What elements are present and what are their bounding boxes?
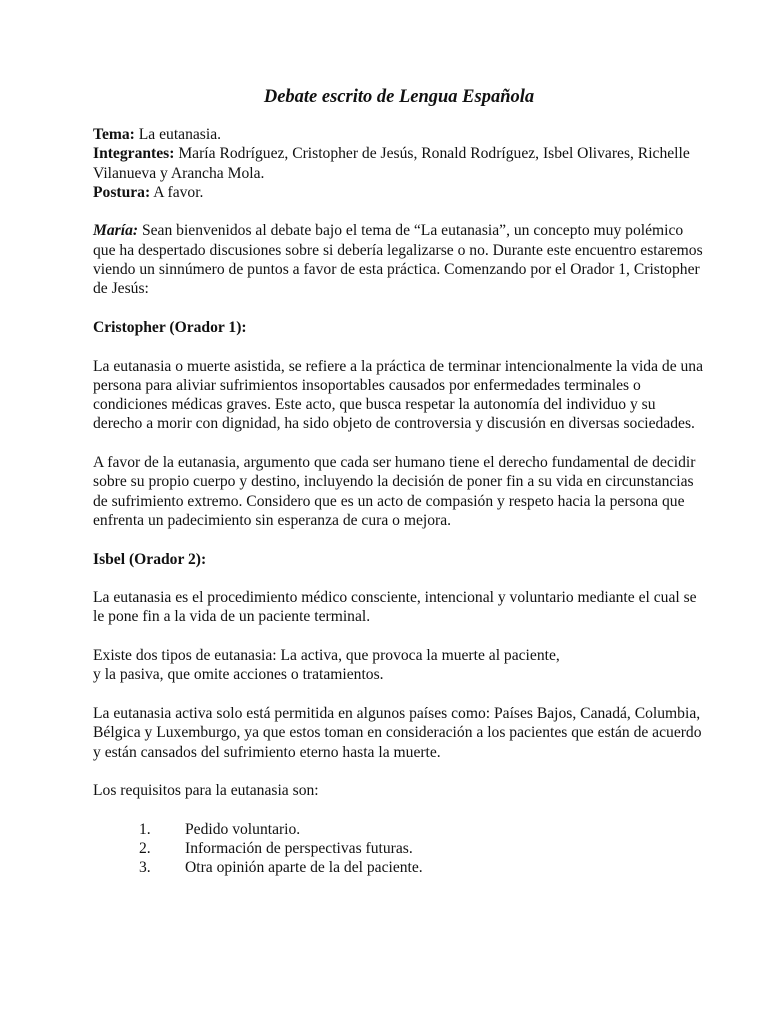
postura-value: A favor.: [150, 183, 204, 201]
orador2-paragraph: La eutanasia activa solo está permitida en algunos países como: Países Bajos, Canadá, Columbia, Bélgica y Luxemburgo, ya que estos toman en consideración a los pacientes que están de acuerdo y están cansados del sufrimiento eterno hasta la muerte.: [93, 704, 702, 761]
list-item-text: Información de perspectivas futuras.: [185, 839, 413, 857]
tema-value: La eutanasia.: [134, 126, 222, 143]
tema-label: Tema:: [93, 126, 135, 143]
tema-line: [93, 125, 705, 144]
orador2-paragraph: Existe dos tipos de eutanasia: La activa, que provoca la muerte al paciente, y la pasiva, que omite acciones o tratamientos.: [93, 647, 560, 684]
orador1-heading: Cristopher (Orador 1):: [93, 318, 247, 336]
postura-line: [93, 183, 705, 202]
orador2-paragraph: Los requisitos para la eutanasia son:: [93, 782, 319, 800]
orador1-paragraph: A favor de la eutanasia, argumento que cada ser humano tiene el derecho fundamental de decidir sobre su propio cuerpo y destino, incluyendo la decisión de poner fin a su vida en circunstancias de sufrimiento extremo. Considero que es un acto de compasión y respeto hacia la persona que enfrenta un padecimiento sin esperanza de cura o mejora.: [93, 454, 696, 529]
integrantes-label: Integrantes:: [93, 145, 175, 163]
document-title: Debate escrito de Lengua Española: [263, 87, 535, 107]
document-page: [93, 86, 705, 878]
list-item-text: Pedido voluntario.: [185, 820, 301, 838]
postura-label: Postura:: [93, 183, 151, 201]
list-item-text: Otra opinión aparte de la del paciente.: [185, 859, 423, 877]
orador2-paragraph: La eutanasia es el procedimiento médico consciente, intencional y voluntario mediante el cual se le pone fin a la vida de un paciente terminal.: [93, 589, 697, 626]
list-item: [93, 820, 705, 839]
orador1-paragraph: La eutanasia o muerte asistida, se refiere a la práctica de terminar intencionalmente la vida de una persona para aliviar sufrimientos insoportables causados por enfermedades terminales o condiciones médicas graves. Este acto, que busca respetar la autonomía del individuo y su derecho a morir con dignidad, ha sido objeto de controversia y discusión en diversas sociedades.: [93, 357, 704, 433]
list-item-number: 1.: [139, 820, 151, 838]
integrantes-value: María Rodríguez, Cristopher de Jesús, Ronald Rodríguez, Isbel Olivares, Richelle Vilanueva y Arancha Mola.: [93, 145, 690, 182]
list-item-number: 2.: [139, 839, 151, 857]
intro-speaker: María:: [93, 222, 139, 240]
list-item: [93, 839, 705, 858]
list-item-number: 3.: [139, 859, 151, 877]
integrantes-line: [93, 144, 705, 183]
requisitos-list: [93, 820, 705, 878]
intro-text: Sean bienvenidos al debate bajo el tema de “La eutanasia”, un concepto muy polémico que ha despertado discusiones sobre si debería legalizarse o no. Durante este encuentro estaremos viendo un sinnúmero de puntos a favor de esta práctica. Comenzando por el Orador 1, Cristopher de Jesús:: [93, 222, 703, 298]
list-item: [93, 858, 705, 877]
orador2-heading: Isbel (Orador 2):: [93, 550, 207, 568]
intro-paragraph: [93, 221, 705, 298]
